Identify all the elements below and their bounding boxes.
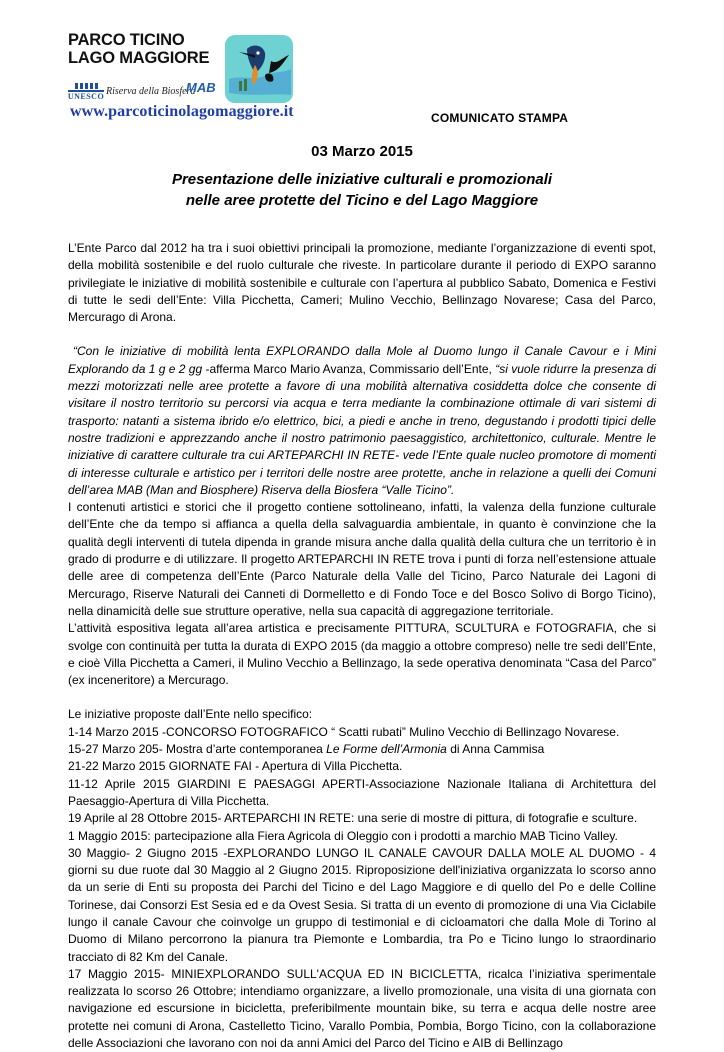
headline xyxy=(0,169,724,211)
mab-label: MAB xyxy=(186,80,216,95)
release-date: 03 Marzo 2015 xyxy=(311,143,413,160)
intro-paragraph: L’Ente Parco dal 2012 ha tra i suoi obiettivi principali la promozione, mediante l’organizzazione di eventi spot, della mobilità sostenibile e del ruolo culturale che riveste. In particolare durante il periodo di EXPO saranno privilegiate le iniziative di mobilità sostenibile e culturale con l’apertura al pubblico Sabato, Domenica e Festivi di tutte le sedi dell’Ente: Villa Picchetta, Cameri; Mulino Vecchio, Bellinzago Novarese; Casa del Parco, Mercurago di Arona. xyxy=(68,241,656,325)
unesco-temple-icon xyxy=(75,83,98,89)
list-item: 19 Aprile al 28 Ottobre 2015- ARTEPARCHI IN RETE: una serie di mostre di pittura, di fotografie e sculture. xyxy=(68,811,638,826)
list-item: 1 Maggio 2015: partecipazione alla Fiera Agricola di Oleggio con i prodotti a marchio MAB Ticino Valley. xyxy=(68,828,618,843)
website-link[interactable]: www.parcoticinolagomaggiore.it xyxy=(70,103,294,120)
exhibition-paragraph: L’attività espositiva legata all’area artistica e precisamente PITTURA, SCULTURA e FOTOGRAFIA, che si svolge con continuità per tutta la durata di EXPO 2015 (da maggio a ottobre compreso) nelle tre sedi dell’Ente, e cioè Villa Picchetta a Cameri, il Mulino Vecchio a Bellinzago, la sede operativa denominata “Casa del Parco” (ex inceneritore) a Mercurago. xyxy=(68,621,656,688)
list-item-text: di Anna Cammisa xyxy=(446,742,545,757)
headline-line-1: Presentazione delle iniziative culturali e promozionali xyxy=(171,171,553,188)
article-body xyxy=(68,240,656,1052)
list-item: 1-14 Marzo 2015 -CONCORSO FOTOGRAFICO “ Scatti rubati” Mulino Vecchio di Bellinzago Novarese. xyxy=(68,724,620,739)
logo-line-2: LAGO MAGGIORE xyxy=(68,49,210,67)
unesco-emblem xyxy=(69,81,103,103)
list-item: 30 Maggio- 2 Giugno 2015 -EXPLORANDO LUNGO IL CANALE CAVOUR DALLA MOLE AL DUOMO - 4 giorni su due ruote dal 30 Maggio al 2 Giugno 2015. Riproposizione dell'iniziativa organizzata lo scorso anno da un serie di Enti su proposta dei Parchi del Ticino e del Lago Maggiore e di quello del Po e delle Colline Torinese, dai Consorzi Est Sesia ed e da Ovest Sesia. Si tratta di un evento di promozione di una Via Ciclabile lungo il canale Cavour che coinvolge un gruppo di testimonial e di cicloamatori che dalla Mole di Torino al Duomo di Milano percorrono la pianura tra Piemonte e Lombardia, tra Po e Ticino lungo lo straordinario tracciato di 82 Km del Canale. xyxy=(68,845,656,964)
list-item xyxy=(68,741,656,758)
quote-lead: “Con le iniziative di mobilità lenta EXPLORANDO dalla Mole al Duomo lungo il Canale Cavour e i Mini Explorando da 1 g e 2 gg xyxy=(68,344,656,376)
biosphere-reserve-label: Riserva della Biosfera xyxy=(106,86,196,97)
unesco-label: UNESCO xyxy=(67,92,105,101)
press-release-label: COMUNICATO STAMPA xyxy=(431,111,569,125)
quote-attribution: -afferma Marco Mario Avanza, Commissario dell’Ente, xyxy=(202,361,496,376)
exhibit-title: Le Forme dell’Armonia xyxy=(326,742,447,757)
list-item: 17 Maggio 2015- MINIEXPLORANDO SULL'ACQUA ED IN BICICLETTA, ricalca l’iniziativa sperimentale realizzata lo scorso 26 Ottobre; intendiamo organizzare, a livello promozionale, una visita di una giornata con navigazione ed escursione in bicicletta, preferibilmente mountain bike, su terra e acqua delle nostre aree protette nei comuni di Arona, Castelletto Ticino, Varallo Pombia, Pombia, Borgo Ticino, con la collaborazione delle Associazioni che lavorano con noi da anni Amici del Parco del Ticino e AIB di Bellinzago xyxy=(68,966,656,1051)
quote-body: “si vuole ridurre la presenza di mezzi motorizzati nelle aree protette a favore di una mobilità alternativa cosiddetta dolce che consente di visitare il nostro territorio su percorsi via acqua e terra mediante la combinazione ottimale di vari sistemi di trasporto: natanti a sistema ibrido e/o elettrico, bici, a piedi e anche in treno, degustando i prodotti tipici delle nostre tradizioni e apprezzando anche il nostro patrimonio paesaggistico, architettonico, culturale. Mentre le iniziative di carattere culturale tra cui ARTEPARCHI IN RETE- vede l’Ente quale nucleo promotore di momenti di interesse culturale e artistico per i territori delle nostre aree protette, anche in relazione a quelli dei Comuni dell’area MAB (Man and Biosphere) Riserva della Biosfera “Valle Ticino”. xyxy=(68,361,656,497)
list-intro: Le iniziative proposte dall’Ente nello specifico: xyxy=(68,707,313,722)
logo-line-1: PARCO TICINO xyxy=(68,31,185,49)
logo-title xyxy=(68,31,209,67)
contents-paragraph: I contenuti artistici e storici che il progetto contiene sottolineano, infatti, la valenza della funzione culturale dell’Ente che da tempo si affianca a quella della salvaguardia ambientale, in quanto è convinzione che la qualità degli interventi di tutela dipenda in grande misura anche dalla qualità della cultura che un territorio è in grado di produrre e di utilizzare. Il progetto ARTEPARCHI IN RETE trova i punti di forza nell’estensione attuale delle aree di competenza dell’Ente (Parco Naturale della Valle del Ticino, Parco Naturale dei Lagoni di Mercurago, Riserve Naturali dei Canneti di Dormelletto e di Fondo Toce e del Bosco Solivo di Borgo Ticino), nella dinamicità delle sue strutture operative, nella sua capacità di aggregazione territoriale. xyxy=(68,500,656,618)
kingfisher-logo-icon xyxy=(225,35,293,103)
list-item: 11-12 Aprile 2015 GIARDINI E PAESAGGI APERTI-Associazione Nazionale Italiana di Architettura del Paesaggio-Apertura di Villa Picchetta. xyxy=(68,776,656,808)
list-item-text: 15-27 Marzo 205- Mostra d’arte contemporanea xyxy=(68,742,327,757)
list-item: 21-22 Marzo 2015 GIORNATE FAI - Apertura di Villa Picchetta. xyxy=(68,759,403,774)
headline-line-2: nelle aree protette del Ticino e del Lago Maggiore xyxy=(185,192,539,209)
quote-paragraph xyxy=(68,343,656,499)
